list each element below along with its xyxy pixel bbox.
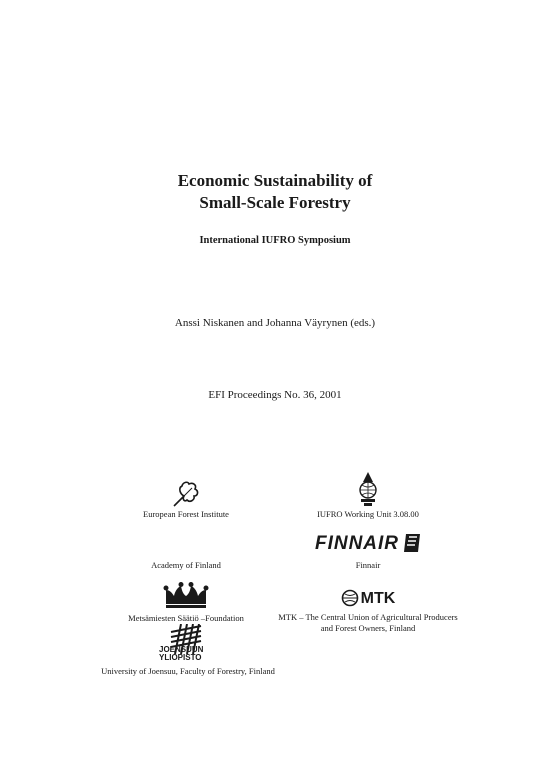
joensuu-caption: University of Joensuu, Faculty of Forestry, Finland	[101, 666, 275, 676]
sponsor-academy	[96, 560, 276, 571]
finnair-logo	[268, 532, 468, 554]
mtk-caption-line-1: MTK – The Central Union of Agricultural Producers	[278, 612, 458, 622]
title-line-1: Economic Sustainability of	[177, 171, 373, 190]
finnair-flag-icon	[403, 533, 421, 553]
book-subtitle: International IUFRO Symposium	[199, 235, 351, 246]
efi-caption: European Forest Institute	[143, 509, 229, 519]
mtk-wordmark: MTK	[360, 589, 396, 607]
book-title	[0, 170, 550, 214]
title-line-2: Small-Scale Forestry	[199, 193, 351, 212]
joensuu-logo	[159, 624, 215, 664]
sponsor-iufro	[268, 470, 468, 520]
oak-leaf-icon	[168, 478, 204, 508]
series-info: EFI Proceedings No. 36, 2001	[208, 389, 342, 401]
sponsor-joensuu	[78, 624, 298, 677]
sponsor-mtk	[268, 588, 468, 634]
mtk-caption-line-2: and Forest Owners, Finland	[320, 623, 416, 633]
metsamiesten-caption: Metsämiesten Säätiö –Foundation	[128, 613, 244, 623]
sponsor-efi	[96, 478, 276, 520]
sponsor-metsamiesten	[96, 582, 276, 624]
joensuu-wordmark-line-1: JOENSUUN	[159, 645, 204, 654]
mtk-globe-icon	[341, 589, 359, 607]
editors: Anssi Niskanen and Johanna Väyrynen (eds.)	[174, 317, 376, 329]
mtk-logo	[268, 588, 468, 608]
crown-icon	[163, 582, 209, 610]
finnair-caption: Finnair	[355, 560, 381, 570]
iufro-tree-icon	[355, 470, 381, 508]
joensuu-wordmark-line-2: YLIOPISTO	[159, 653, 202, 662]
academy-caption: Academy of Finland	[151, 560, 221, 570]
finnair-wordmark: FINNAIR	[314, 532, 400, 554]
iufro-caption: IUFRO Working Unit 3.08.00	[317, 509, 419, 519]
sponsor-finnair	[268, 532, 468, 571]
